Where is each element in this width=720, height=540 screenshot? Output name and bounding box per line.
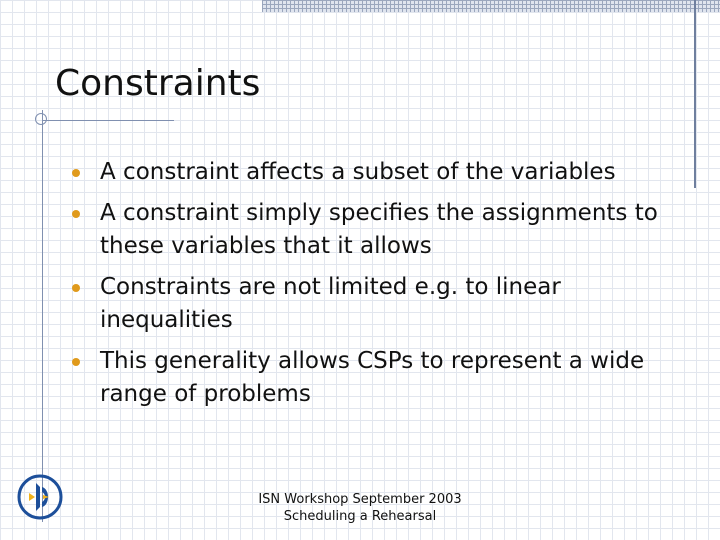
bullet-text: A constraint simply specifies the assignments to these variables that it allows [100,200,658,259]
bullet-dot-icon [72,358,80,366]
top-decorative-band [262,0,720,12]
footer-subtitle: Scheduling a Rehearsal [283,509,437,524]
title-vertical-rule [42,110,43,522]
slide-footer [200,491,520,525]
bullet-dot-icon [72,284,80,292]
bullet-item [72,345,672,411]
bullet-text: Constraints are not limited e.g. to linear inequalities [100,274,561,333]
institution-logo-icon [16,473,64,521]
bullet-item [72,197,672,263]
bullet-list [72,156,672,419]
bullet-item [72,156,672,189]
title-rule-circle [35,113,47,125]
title-underline-rule [42,120,174,121]
right-decorative-rule [694,0,696,188]
slide-title: Constraints [55,63,261,104]
bullet-text: A constraint affects a subset of the variables [100,159,616,185]
bullet-item [72,271,672,337]
footer-event: ISN Workshop September 2003 [258,492,462,507]
bullet-dot-icon [72,169,80,177]
bullet-dot-icon [72,210,80,218]
bullet-text: This generality allows CSPs to represent a wide range of problems [100,348,645,407]
